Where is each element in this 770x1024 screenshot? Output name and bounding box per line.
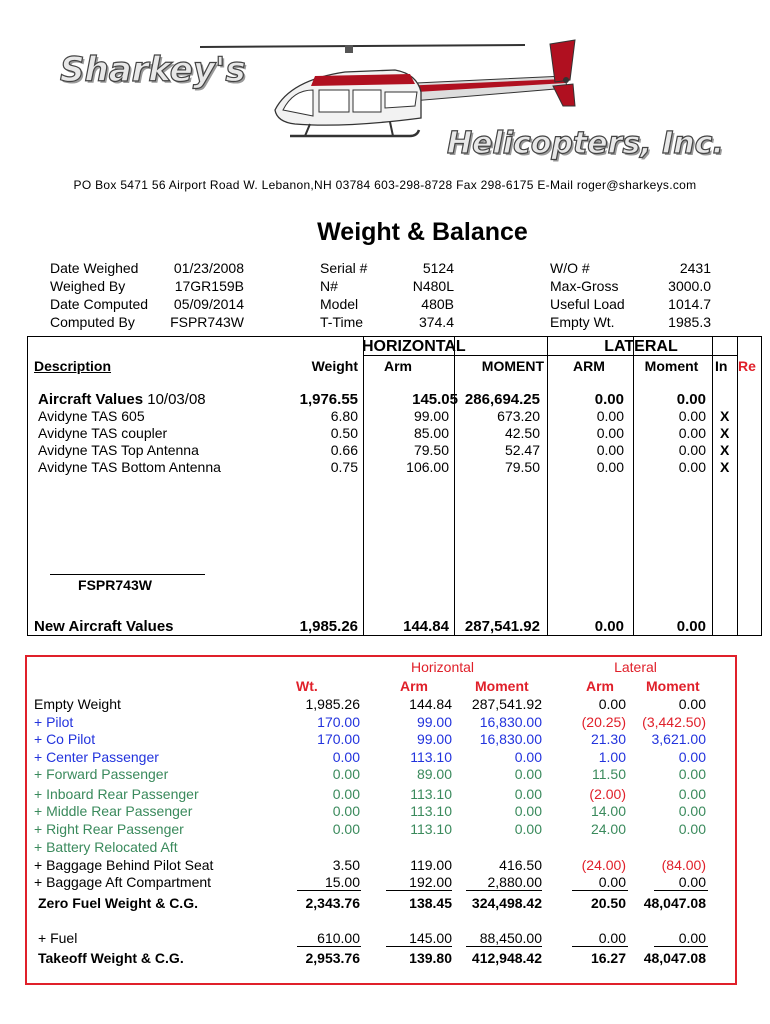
calc-row-lat-moment: 0.00 [678,749,706,765]
calc-row-moment: 0.00 [514,803,542,819]
calc-row-moment: 0.00 [514,821,542,837]
horizontal-heading: HORIZONTAL [362,338,466,355]
aircraft-lat-moment: 0.00 [676,391,706,408]
info-col1-values [150,259,244,331]
calc-row-lat-moment: (3,442.50) [642,714,706,730]
total-rule [654,946,708,947]
new-arm: 144.84 [403,618,449,635]
col-divider [363,337,364,635]
calc-row-lat-moment: 0.00 [678,696,706,712]
zero-fuel-label: Zero Fuel Weight & C.G. [38,895,198,911]
info-col1-labels [50,259,148,331]
calc-row-moment: 16,830.00 [479,731,542,747]
info-value: 480B [421,296,454,312]
list-item-arm: 106.00 [406,459,449,475]
calc-horizontal-heading: Horizontal [410,659,475,675]
takeoff-moment: 412,948.42 [471,950,542,966]
calc-row-label: + Inboard Rear Passenger [34,786,199,802]
info-value: 2431 [679,260,711,276]
calc-row-moment: 16,830.00 [479,714,542,730]
info-label: N# [320,278,338,294]
aircraft-moment: 286,694.25 [464,391,540,408]
calc-row-arm: 113.10 [410,786,452,802]
calc-arm-header: Arm [400,678,429,694]
lateral-heading: LATERAL [604,338,678,355]
zero-fuel-arm: 138.45 [409,895,452,911]
fuel-label: + Fuel [38,930,78,946]
fuel-moment: 88,450.00 [479,930,542,946]
arm-header: Arm [384,358,413,374]
calc-row-label: + Pilot [34,714,74,730]
lat-arm-header: ARM [573,358,605,374]
new-moment: 287,541.92 [464,618,540,635]
calc-row-moment: 0.00 [514,786,542,802]
calc-row-lat-moment: 0.00 [678,874,706,890]
calc-row-lat-arm: 24.00 [590,821,626,837]
new-lat-moment: 0.00 [676,618,706,635]
info-label: Computed By [50,314,135,330]
installed-mark: X [720,442,730,458]
description-header: Description [34,358,112,374]
list-item-weight: 0.75 [330,459,358,475]
calc-row-label: + Battery Relocated Aft [34,839,178,855]
calc-lateral-heading: Lateral [614,659,657,675]
info-value: 1985.3 [668,314,711,330]
calc-row-lat-arm: (24.00) [581,857,626,873]
col-divider [712,337,713,635]
calc-row-label: + Baggage Behind Pilot Seat [34,857,214,873]
calc-row-arm: 99.00 [416,714,452,730]
list-item-lat-moment: 0.00 [678,408,706,424]
calc-row-arm: 144.84 [409,696,452,712]
list-item-arm: 99.00 [413,408,449,424]
aircraft-arm: 145.05 [412,391,458,408]
calc-row-lat-moment: 0.00 [678,821,706,837]
info-label: Model [320,296,359,312]
calc-row-arm: 113.10 [410,803,452,819]
total-rule [297,946,361,947]
calc-wt-header: Wt. [296,678,318,694]
info-value: FSPR743W [170,314,244,330]
calc-row-arm: 192.00 [409,874,452,890]
calc-row-moment: 287,541.92 [471,696,542,712]
list-item-arm: 85.00 [413,425,449,441]
info-value: 3000.0 [668,278,711,294]
calc-row-wt: 0.00 [332,766,360,782]
page-title: Weight & Balance [317,218,528,246]
info-label: Serial # [320,260,368,276]
calc-row-label: + Center Passenger [34,749,159,765]
new-lat-arm: 0.00 [594,618,624,635]
zero-fuel-wt: 2,343.76 [305,895,360,911]
info-value: 1014.7 [668,296,711,312]
total-rule [386,946,452,947]
info-value: 05/09/2014 [173,296,244,312]
list-item-moment: 42.50 [504,425,540,441]
col-divider [547,337,548,635]
takeoff-lat-moment: 48,047.08 [643,950,706,966]
calc-row-lat-moment: 3,621.00 [651,731,706,747]
fuel-lat-arm: 0.00 [598,930,626,946]
total-rule [572,890,628,891]
calc-row-wt: 0.00 [332,786,360,802]
list-item-weight: 6.80 [330,408,358,424]
signature-name: FSPR743W [78,577,152,593]
list-item: Avidyne TAS Bottom Antenna [38,459,221,475]
calc-row-lat-arm: 0.00 [598,696,626,712]
calc-row-wt: 3.50 [332,857,360,873]
list-item-arm: 79.50 [413,442,449,458]
installed-mark: X [720,408,730,424]
aircraft-weight: 1,976.55 [299,391,358,408]
calc-row-moment: 0.00 [514,766,542,782]
calc-row-arm: 113.10 [410,821,452,837]
info-value: N480L [412,278,454,294]
fuel-wt: 610.00 [317,930,360,946]
installed-mark: X [720,425,730,441]
info-label: Empty Wt. [550,314,615,330]
total-rule [386,890,452,891]
calc-row-lat-moment: 0.00 [678,766,706,782]
lat-moment-header: Moment [644,358,699,374]
calc-row-label: + Middle Rear Passenger [34,803,193,819]
list-item-lat-arm: 0.00 [596,425,624,441]
calc-row-arm: 113.10 [410,749,452,765]
zero-fuel-lat-arm: 20.50 [590,895,626,911]
calc-row-moment: 0.00 [514,749,542,765]
calc-row-wt: 170.00 [317,714,360,730]
calc-row-moment: 2,880.00 [487,874,542,890]
info-label: W/O # [550,260,590,276]
calc-row-lat-moment: 0.00 [678,803,706,819]
aircraft-values-label [38,391,206,409]
list-item-moment: 673.20 [497,408,540,424]
list-item-lat-moment: 0.00 [678,459,706,475]
col-divider [454,337,455,635]
takeoff-wt: 2,953.76 [305,950,360,966]
calc-lat-arm-header: Arm [586,678,615,694]
total-rule [466,946,542,947]
takeoff-label: Takeoff Weight & C.G. [38,950,184,966]
calc-row-wt: 0.00 [332,749,360,765]
info-col3-values [640,259,711,331]
total-rule [297,890,361,891]
company-logo-line2: Helicopters, Inc. [447,126,724,161]
info-label: Date Computed [50,296,149,312]
calc-row-label: + Baggage Aft Compartment [34,874,212,890]
calc-row-lat-arm: 1.00 [598,749,626,765]
list-item-moment: 79.50 [504,459,540,475]
total-rule [572,946,628,947]
moment-header: MOMENT [481,358,544,374]
info-col2-values [380,259,454,331]
col-divider [737,337,738,635]
info-label: T-Time [320,314,364,330]
col-divider [633,337,634,635]
calc-row-wt: 170.00 [317,731,360,747]
takeoff-lat-arm: 16.27 [590,950,626,966]
calc-row-wt: 0.00 [332,803,360,819]
zero-fuel-lat-moment: 48,047.08 [643,895,706,911]
calc-row-wt: 15.00 [324,874,360,890]
calc-row-lat-moment: 0.00 [678,786,706,802]
list-item-weight: 0.50 [330,425,358,441]
calc-lat-moment-header: Moment [646,678,700,694]
calc-row-arm: 89.00 [416,766,452,782]
removed-header: Re [738,358,756,374]
calc-row-arm: 99.00 [416,731,452,747]
company-logo-line1: Sharkey's [60,50,246,90]
takeoff-arm: 139.80 [409,950,452,966]
list-item: Avidyne TAS Top Antenna [38,442,199,458]
info-label: Date Weighed [50,260,139,276]
info-label: Max-Gross [550,278,619,294]
new-aircraft-values-label: New Aircraft Values [34,618,174,635]
list-item-lat-moment: 0.00 [678,442,706,458]
in-header: In [715,358,728,374]
list-item-lat-arm: 0.00 [596,442,624,458]
list-item-moment: 52.47 [504,442,540,458]
info-value: 17GR159B [174,278,244,294]
calc-row-lat-arm: 0.00 [598,874,626,890]
list-item-lat-arm: 0.00 [596,408,624,424]
list-item-weight: 0.66 [330,442,358,458]
calc-moment-header: Moment [475,678,529,694]
total-rule [654,890,708,891]
aircraft-values-title: Aircraft Values [38,391,144,408]
installed-mark: X [720,459,730,475]
calc-row-lat-moment: (84.00) [661,857,706,873]
aircraft-lat-arm: 0.00 [594,391,624,408]
info-col3-labels [550,259,625,331]
list-item: Avidyne TAS coupler [38,425,168,441]
fuel-lat-moment: 0.00 [678,930,706,946]
info-value: 5124 [422,260,454,276]
calc-row-wt: 0.00 [332,821,360,837]
list-item-lat-arm: 0.00 [596,459,624,475]
list-item-lat-moment: 0.00 [678,425,706,441]
calc-row-lat-arm: (2.00) [589,786,626,802]
info-value: 374.4 [418,314,454,330]
calc-row-label: + Forward Passenger [34,766,169,782]
calc-row-label: Empty Weight [34,696,121,712]
calc-row-label: + Co Pilot [34,731,96,747]
list-item: Avidyne TAS 605 [38,408,145,424]
calc-row-label: + Right Rear Passenger [34,821,184,837]
contact-line: PO Box 5471 56 Airport Road W. Lebanon,NH 03784 603-298-8728 Fax 298-6175 E-Mail roger@sharkeys.com [73,178,697,192]
calc-row-moment: 416.50 [499,857,542,873]
new-weight: 1,985.26 [299,618,358,635]
info-label: Weighed By [50,278,126,294]
calc-row-lat-arm: 14.00 [590,803,626,819]
calc-row-arm: 119.00 [410,857,452,873]
info-value: 01/23/2008 [173,260,244,276]
calc-row-wt: 1,985.26 [305,696,360,712]
info-col2-labels [320,259,367,331]
calc-row-lat-arm: (20.25) [581,714,626,730]
signature-line [50,574,205,575]
calc-row-lat-arm: 11.50 [592,766,626,782]
aircraft-values-date: 10/03/08 [147,391,206,408]
total-rule [466,890,542,891]
calc-row-lat-arm: 21.30 [590,731,626,747]
info-label: Useful Load [550,296,625,312]
fuel-arm: 145.00 [409,930,452,946]
weight-header: Weight [311,358,358,374]
zero-fuel-moment: 324,498.42 [471,895,542,911]
